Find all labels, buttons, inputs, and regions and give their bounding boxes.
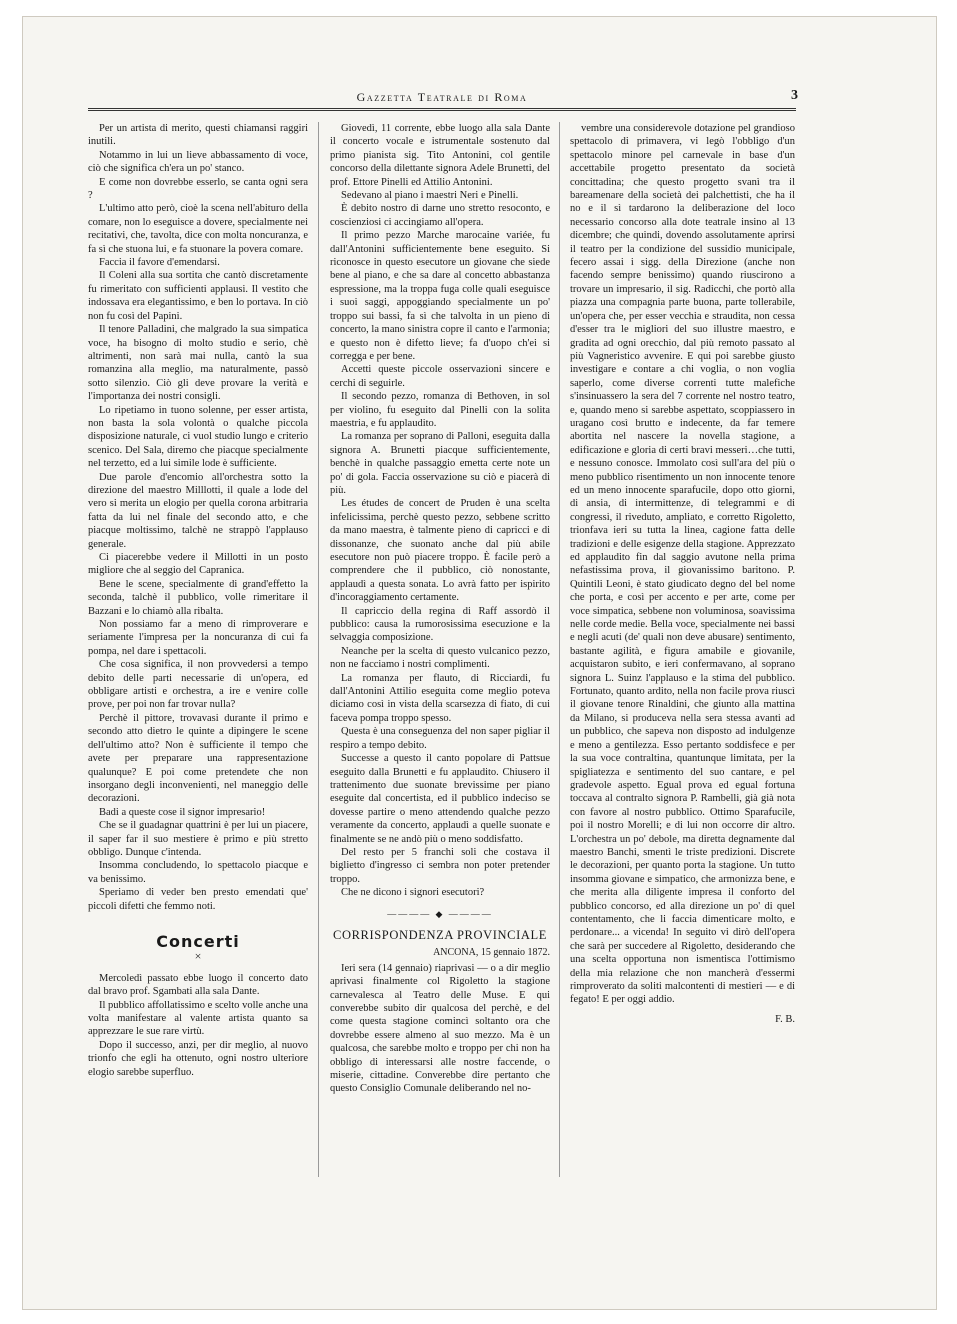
paragraph: Il tenore Palladini, che malgrado la sua simpatica voce, ha bisogno di molto studio e serio, chè altrimenti, non sarà mai nulla, cantò la sua romanzina alla meglio, ma naturalmente, passò sotto silenzio. Ciò gli deve provare la verità e l'importanza dei nostri consigli.: [88, 324, 308, 403]
author-signature: F. B.: [775, 1013, 795, 1025]
paragraph: Che se il guadagnar quattrini è per lui un piacere, il saper far il suo mestiere è primo e più stretto obbligo. Dunque c'intenda.: [88, 820, 308, 858]
paragraph: Faccia il favore d'emendarsi.: [99, 257, 220, 269]
paragraph: Notammo in lui un lieve abbassamento di voce, ciò che significa ch'era un po' stanco.: [88, 149, 308, 175]
paragraph: La romanza per flauto, di Ricciardi, fu dall'Antonini Attilio eseguita come meglio poteva diciamo così in vista della scarsezza di fiato, di cui faceva pompa troppo spesso.: [330, 672, 550, 724]
paragraph: Bene le scene, specialmente di grand'effetto la seconda, talchè il pubblico, volle rimeritare il Bazzani e lo chiamò alla ribalta.: [88, 578, 308, 617]
column-2: [330, 122, 550, 1096]
paragraph: Perchè il pittore, trovavasi durante il primo e secondo atto dietro le quinte a dipingere le scene dell'ultimo atto? Non è sufficiente il tempo che avete per preparare una rappresentazione qualunque? E poi come pretendete che non insorgano degli inconvenienti, nel maneggio delle decorazioni.: [88, 712, 308, 805]
paragraph: Non possiamo far a meno di rimproverare e seriamente l'impresa per la noncuranza di cui fa pompa, nel dare i spettacoli.: [88, 619, 308, 657]
concerti-heading: Concerti: [156, 931, 240, 951]
paragraph: Che cosa significa, il non provvedersi a tempo debito delle parti necessarie di un'opera, ed obbligare artisti e orchestra, a ire e venire colle prove, per poi non far trovar nulla?: [88, 659, 308, 711]
corrispondenza-body: [330, 962, 550, 1096]
paragraph: Il capriccio della regina di Raff assordò il pubblico: causa la rumorosissima esecuzione e la selvaggia composizione.: [330, 605, 550, 644]
paragraph: Che ne dicono i signori esecutori?: [341, 887, 485, 899]
paragraph: Neanche per la scelta di questo vulcanico pezzo, non ne facciamo i nostri complimenti.: [330, 645, 550, 671]
column-divider-2: [559, 122, 560, 1177]
column-2-body: [330, 122, 550, 900]
column-divider-1: [318, 122, 319, 1177]
paragraph: Il Coleni alla sua sortita che cantò discretamente fu rimeritato con sufficienti applausi. Il vestito che indossava era elegantissimo, e ben lo portava. In ciò non fu così del Papini.: [88, 270, 308, 322]
paragraph: Speriamo di veder ben presto emendati que' piccoli difetti che femmo noti.: [88, 887, 308, 912]
paragraph: Sedevano al piano i maestri Neri e Pinelli.: [341, 190, 519, 202]
concerti-body: [88, 972, 308, 1079]
header-title: Gazzetta Teatrale di Roma: [356, 90, 528, 104]
column-3: [570, 122, 795, 1026]
divider-ornament-icon: ———— ◆ ————: [387, 908, 493, 919]
ornament-x-icon: ×: [194, 949, 202, 964]
paragraph: Per un artista di merito, questi chiamansi raggiri inutili.: [88, 123, 308, 148]
header-rule: [88, 108, 796, 111]
paragraph: Badi a queste cose il signor impresario!: [99, 806, 266, 818]
paragraph: Dopo il successo, anzi, per dir meglio, al nuovo trionfo che egli ha ottenuto, ogni nostro ulteriore elogio sarebbe superfluo.: [88, 1039, 308, 1078]
paragraph: Lo ripetiamo in tuono solenne, per esser artista, non basta la sola volontà o qualche piccola disposizione naturale, ci vuol studio lungo e criterio scenico. Del Sala, diremo che piacque specialmente nel terzetto, ed a lui simile lode è sufficiente.: [88, 404, 308, 470]
paragraph: Il pubblico affollatissimo e scelto volle anche una volta manifestare al valente artista quanto sa apprezzare le sue rare virtù.: [88, 999, 308, 1038]
paragraph: Mercoledì passato ebbe luogo il concerto dato dal bravo prof. Sgambati alla sala Dante.: [88, 972, 308, 998]
paragraph: Del resto per 5 franchi soli che costava il biglietto d'ingresso ci sembra non poter pretender troppo.: [330, 846, 550, 885]
paragraph: Insomma concludendo, lo spettacolo piacque e va benissimo.: [88, 860, 308, 885]
paragraph: L'ultimo atto però, cioè la scena nell'abituro della comare, non lo eseguisce a dovere, specialmente nei recitativi, che, tavolta, dice con molta noncuranza, e fa sì che stuona lui, e fa stuonare la povera comare.: [88, 203, 308, 255]
paragraph: È debito nostro di darne uno stretto resoconto, e coscienziosi ci accingiamo all'opera.: [330, 203, 550, 228]
paragraph: Accetti queste piccole osservazioni sincere e cerchi di seguirle.: [330, 364, 550, 389]
page-header: [88, 88, 796, 110]
column-1-body: [88, 122, 308, 913]
paragraph: Successe a questo il canto popolare di Pattsue eseguito dalla Brunetti e fu applaudito. Chiusero il trattenimento due suonate brevissime per piano eseguite dal concertista, ed il pubblico indeciso se dovesse partire o meno attendendo qualche pezzo veramente da concerto, applaudì a quelle suonate e finalmente se ne andò più o meno soddisfatto.: [330, 753, 550, 845]
paragraph: Questa è una conseguenza del non saper pigliar il respiro a tempo debito.: [330, 726, 550, 751]
paragraph: Les études de concert de Pruden è una scelta infelicissima, perchè questo pezzo, sebbene scritto da mano maestra, è talmente pieno di capricci e di dissonanze, che suonato anche dal più abile esecutore non può piacere troppo. È facile però a comprendere che il pubblico, ciò nonostante, applaudì a questa sonata. Lo avrà fatto per ispirito d'incoraggiamento certamente.: [330, 498, 550, 604]
column-3-body: [570, 122, 795, 1007]
column-1: [88, 122, 308, 1079]
corrispondenza-heading: CORRISPONDENZA PROVINCIALE: [333, 927, 547, 942]
paragraph: La romanza per soprano di Palloni, eseguita dalla signora A. Brunetti piacque sufficientemente, benchè in qualche passaggio emetta certe note un po' di gola. Faccia osservazione su ciò e piacerà di più.: [330, 431, 550, 496]
paragraph: Ieri sera (14 gennaio) riaprivasi — o a dir meglio aprivasi finalmente col Rigoletto la stagione carnevalesca al Teatro delle Muse. E qui converebbe subito dir qualcosa del perchè, e del come questa stagione comincì soltanto ora che dovrebbe essere almeno al suo mezzo. Ma è un qualcosa, che sarebbe molto e troppo per chi non ha obbligo di interessarsi alle nostre faccende, o miserie, cittadine. Converebbe dire pertanto che questo Consiglio Comunale deliberando nel no-: [330, 962, 550, 1095]
paragraph: Due parole d'encomio all'orchestra sotto la direzione del maestro Milllotti, il quale a lode del vero si merita un elogio per quella corona arbitraria fatta da lui nel finale del secondo atto, e che piacque moltissimo, talchè ne strappò l'applauso generale.: [88, 471, 308, 550]
page-number: 3: [791, 88, 798, 103]
dateline: ANCONA, 15 gennaio 1872.: [433, 947, 550, 959]
paragraph: vembre una considerevole dotazione pel grandioso spettacolo di primavera, vi legò l'obbligo d'un spettacolo minore pel carnevale in base d'un accettabile progetto presentato da società concittadina; che questo progetto svanì tra il bareamenare della società dei palchettisti, che ha il no e il sì tardarono la deliberazione del loco necessario concorso alla dote teatrale insino al 13 dicembre; che quindi, dovendo assolutamente aprirsi il teatro per la condizione del sussidio municipale, fecero assai i sigg. della Direzione (anche non facendo sempre benissimo) quando riuscirono a trovare un impresario, il sig. Radicchi, che portò alla piazza una compagnia parte buona, parte tollerabile, un'opera che, per esser vecchia e straudita, non cessa d'esser tra le migliori del suo illustre maestro, e gradita ad ogni orecchio, dal più remoto passato al più Vagneristico avvenire. E qui poi sarebbe giusto investigare e contare a chi voglia, o non voglia saperlo, come diverse correnti tutte malefiche s'insinuassero la sera del 7 corrente nel nostro teatro, e, quando meno si sarebbe aspettato, scoppiassero in uragano così brutto e indecente, da far temere abortita nel nascere la novella stagione, a edificazione e gloria di certi bravi messeri…che tutti, e nessuno conosce. Immolato così sull'ara del più o meno pubblico risentimento un non innocente tenore ed un meno innocente sparafucile, dopo otto giorni, di ansia, di intermittenze, di telegrammi e di congressi, il riveduto, ampliato, e corretto Rigoletto, trionfava ieri su tutta la linea, cagione fatta delle tradizioni e delle esigenze della stagione. Apprezzato ed applaudito fin dal saggio avutone nella prima nefastissima prova, il giovanissimo baritono. P. Quintili Leoni, è stato giudicato degno del bel nome che porta, e così per accento e per arte, come per voce simpatica, sebbene non voluminosa, soavissima nelle corde medie. Bella voce, specialmente nei bassi e negli acuti (de' quali non deve abusare) sentimento, bastante agilità, e figura amabile e giovanile, acquistaron subito, e ieri confermavano, al soprano signora L. Suinz l'applauso e la stima del pubblico. Fortunato, quanto ardito, nella non facile prova riuscì il giovane tenore Rinaldini, che giunto alla mattina da Milano, si produceva nella sera stessa avanti ad un pubblico, che sapeva non disposto ad indulgenze e meno a gentilezza. Esso pertanto soddisfece e per la sua voce contraltina, quantunque limitata, per la spigliatezza e sentimento del suo cantare, e pel gradevole aspetto. Egual prova ed egual fortuna toccava al contralto signora P. Rambelli, già già nota con favore al nostro pubblico. Ottimo Sparafucile, poi il nostro Morelli; e di lui non occorre dir altro. L'orchestra un po' debole, ma diretta degnamente dal maestro Banchi, smentì le triste predizioni. Discrete le decorazioni, per quanto porta la stagione. Un tutto insomma giovane e simpatico, che armonizza bene, e che merita alla diligente impresa il conforto del pubblico concorso, ed alla direzione un po' di quel contentamento, che li faccia dimenticare molto, e perdonare... a vicenda! In seguito vi dirò dell'opera che sarà per succedere al Rigoletto, desiderando che una scelta opportuna non ismentisca l'ottimismo della mia relazione che non mancherà d'essermi rimproverato da soliti malcontenti di mestieri — e di fegato! E per oggi addio.: [570, 123, 795, 1006]
paragraph: Ci piacerebbe vedere il Millotti in un posto migliore che al seggio del Capranica.: [88, 552, 308, 577]
paragraph: Il secondo pezzo, romanza di Bethoven, in sol per violino, fu eseguito dal Pinelli con la solita maestria, e fu applaudito.: [330, 391, 550, 429]
paragraph: E come non dovrebbe esserlo, se canta ogni sera ?: [88, 176, 308, 202]
paragraph: Giovedì, 11 corrente, ebbe luogo alla sala Dante il concerto vocale e istrumentale sostenuto dal primo pianista sig. Tito Antonini, col gentile concorso della dilettante signora Adele Brunetti, del prof. Ettore Pinelli ed Attilio Antonini.: [330, 123, 550, 188]
paragraph: Il primo pezzo Marche marocaine variée, fu dall'Antonini sufficientemente bene eseguito. Si riconosce in questo esecutore un giovane che siede bene al piano, e che sa dare al concetto abbastanza espressione, ma la troppa fuga colle quali eseguisce i suoi saggi, appoggiando specialmente un po' troppo sui bassi, fa sì che talvolta in un pieno di concerto, la mano sinistra copre il canto e l'armonia; e questo non è difetto lieve; fa d'uopo ch'ei si corregga e per bene.: [330, 230, 550, 362]
